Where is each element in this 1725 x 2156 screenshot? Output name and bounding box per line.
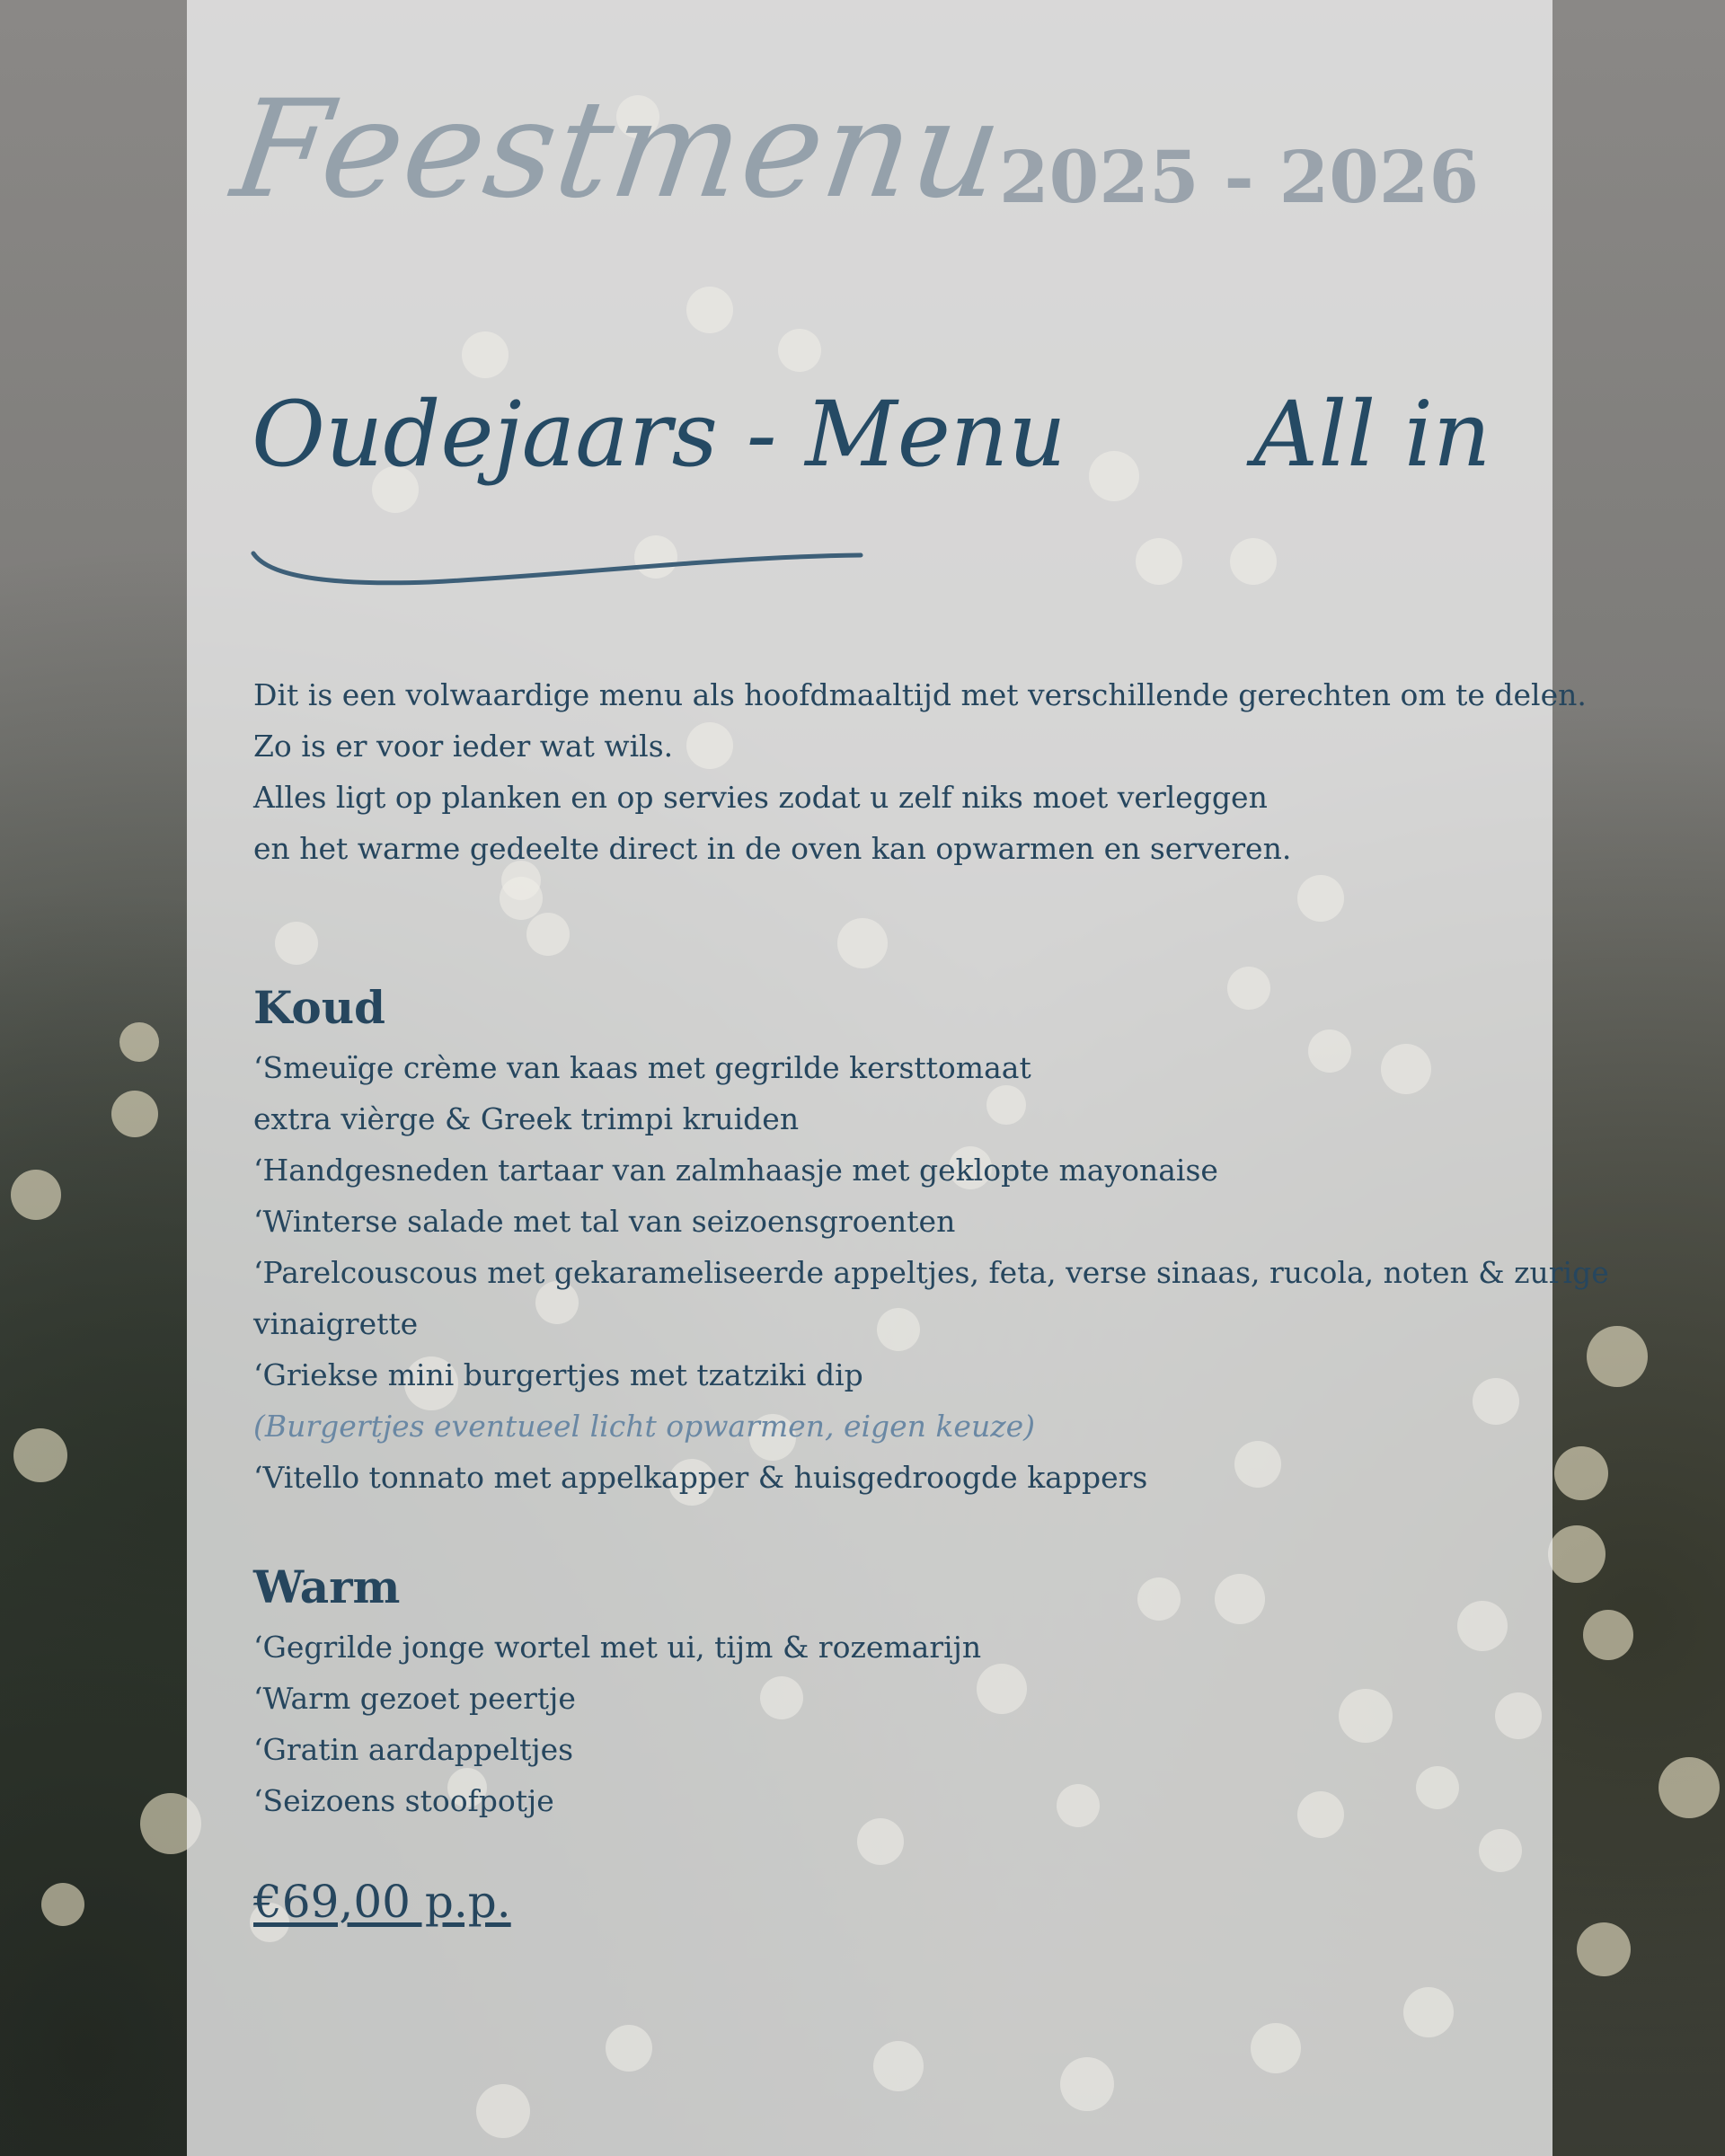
menu-item: vinaigrette bbox=[253, 1306, 419, 1341]
intro-line: Dit is een volwaardige menu als hoofdmaaltijd met verschillende gerechten om te delen. bbox=[253, 677, 1587, 712]
menu-item: ‘Vitello tonnato met appelkapper & huisgedroogde kappers bbox=[253, 1460, 1148, 1495]
bokeh-light bbox=[119, 1022, 159, 1062]
section-koud bbox=[253, 979, 1609, 1503]
menu-item: ‘Griekse mini burgertjes met tzatziki dip bbox=[253, 1357, 863, 1392]
menu-item: ‘Warm gezoet peertje bbox=[253, 1681, 576, 1716]
menu-item: ‘Gegrilde jonge wortel met ui, tijm & rozemarijn bbox=[253, 1630, 982, 1665]
bokeh-light bbox=[1587, 1326, 1648, 1387]
price-per-person: €69,00 p.p. bbox=[253, 1876, 511, 1928]
season-years: 2025 - 2026 bbox=[999, 135, 1480, 219]
bokeh-light bbox=[11, 1170, 61, 1220]
menu-item: ‘Parelcouscous met gekarameliseerde appeltjes, feta, verse sinaas, rucola, noten & zurige bbox=[253, 1255, 1609, 1290]
feestmenu-title: Feestmenu bbox=[224, 72, 1013, 228]
menu-item: ‘Gratin aardappeltjes bbox=[253, 1732, 574, 1767]
intro-line: Alles ligt op planken en op servies zodat u zelf niks moet verleggen bbox=[253, 780, 1268, 815]
menu-item: ‘Smeuïge crème van kaas met gegrilde kersttomaat bbox=[253, 1050, 1031, 1085]
bokeh-light bbox=[111, 1091, 158, 1137]
bokeh-light bbox=[1548, 1525, 1606, 1583]
menu-item-note: (Burgertjes eventueel licht opwarmen, eigen keuze) bbox=[253, 1409, 1035, 1444]
menu-item: ‘Seizoens stoofpotje bbox=[253, 1783, 554, 1818]
section-title-warm: Warm bbox=[253, 1560, 401, 1613]
section-title-koud: Koud bbox=[253, 981, 386, 1034]
menu-item: ‘Winterse salade met tal van seizoensgroenten bbox=[253, 1204, 956, 1239]
title-underline-swoosh bbox=[250, 539, 870, 593]
bokeh-light bbox=[1659, 1757, 1720, 1818]
bokeh-light bbox=[41, 1883, 84, 1926]
bokeh-light bbox=[1554, 1446, 1608, 1500]
menu-name: Oudejaars - Menu bbox=[252, 382, 1066, 487]
menu-tag: All in bbox=[1253, 382, 1491, 487]
bokeh-light bbox=[13, 1428, 67, 1482]
bokeh-light bbox=[1583, 1610, 1633, 1660]
menu-item: extra vièrge & Greek trimpi kruiden bbox=[253, 1101, 800, 1136]
intro-line: Zo is er voor ieder wat wils. bbox=[253, 729, 674, 764]
section-warm bbox=[253, 1559, 1547, 1826]
menu-item: ‘Handgesneden tartaar van zalmhaasje met geklopte mayonaise bbox=[253, 1153, 1218, 1188]
intro-line: en het warme gedeelte direct in de oven kan opwarmen en serveren. bbox=[253, 831, 1292, 866]
bokeh-light bbox=[1577, 1922, 1631, 1976]
intro-text bbox=[253, 669, 1587, 874]
